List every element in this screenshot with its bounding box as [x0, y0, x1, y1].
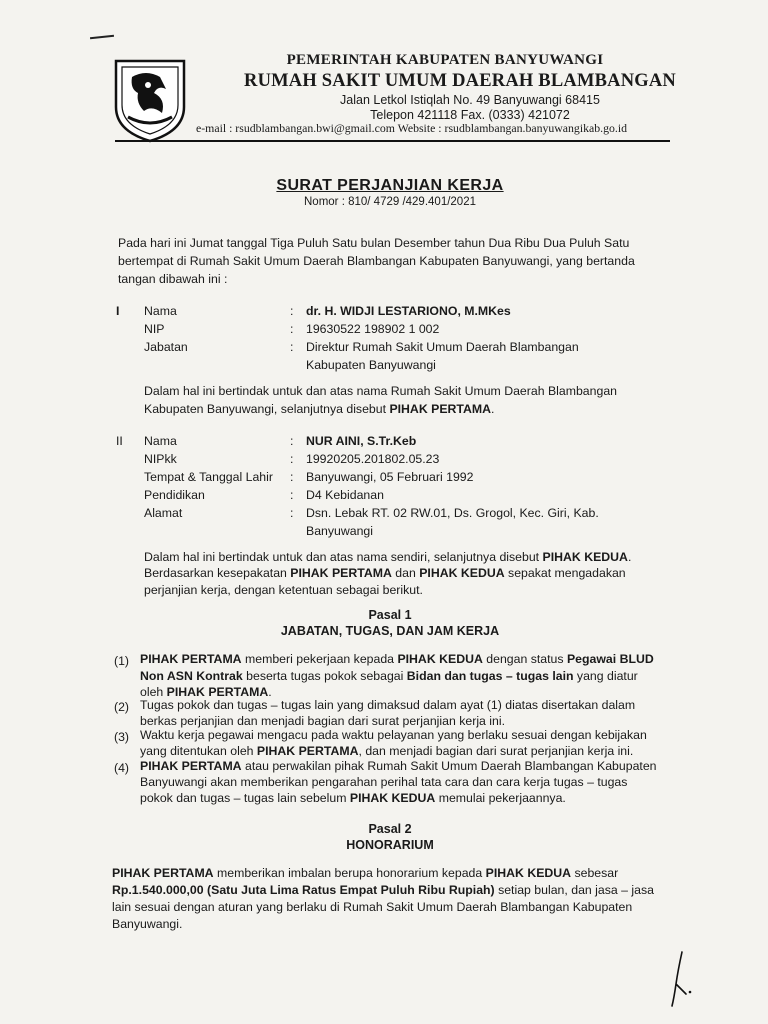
pasal-1-item-1-line-1: PIHAK PERTAMA memberi pekerjaan kepada PIHAK KEDUA dengan status Pegawai BLUD — [140, 652, 654, 666]
party-1-label-jabatan: Jabatan — [144, 340, 188, 354]
pasal-1-item-1-line-2: Non ASN Kontrak beserta tugas pokok sebagai Bidan dan tugas – tugas lain yang diatur — [140, 669, 638, 683]
party-2-label-ttl: Tempat & Tanggal Lahir — [144, 470, 273, 484]
pasal-1-item-4-line-1: PIHAK PERTAMA atau perwakilan pihak Rumah Sakit Umum Daerah Blambangan Kabupaten — [140, 759, 657, 773]
party-2-nipkk: 19920205.201802.05.23 — [306, 452, 440, 466]
item-number: (1) — [114, 654, 130, 668]
item-number: (3) — [114, 730, 130, 744]
colon: : — [290, 470, 294, 484]
pasal-1-item-4-line-2: Banyuwangi akan memberikan pengarahan perihal tata cara dan cara kerja tugas – tugas — [140, 775, 628, 789]
party-2-label-nama: Nama — [144, 434, 177, 448]
intro-line-3: tangan dibawah ini : — [118, 272, 228, 286]
intro-line-2: bertempat di Rumah Sakit Umum Daerah Blambangan Kabupaten Banyuwangi, yang bertanda — [118, 254, 635, 268]
hospital-phone: Telepon 421118 Fax. (0333) 421072 — [370, 108, 570, 122]
pasal-1-item-1-line-3: oleh PIHAK PERTAMA. — [140, 685, 272, 699]
colon: : — [290, 434, 294, 448]
initial-signature-icon — [660, 950, 700, 1010]
hospital-name: RUMAH SAKIT UMUM DAERAH BLAMBANGAN — [244, 71, 676, 91]
colon: : — [290, 452, 294, 466]
party-2-numeral: II — [116, 434, 123, 448]
colon: : — [290, 488, 294, 502]
document-number: Nomor : 810/ 4729 /429.401/2021 — [304, 196, 476, 208]
party-2-alamat: Dsn. Lebak RT. 02 RW.01, Ds. Grogol, Kec. Giri, Kab. — [306, 506, 599, 520]
item-number: (2) — [114, 700, 130, 714]
party-2-ttl: Banyuwangi, 05 Februari 1992 — [306, 470, 474, 484]
party-1-name: dr. H. WIDJI LESTARIONO, M.MKes — [306, 304, 511, 318]
government-name: PEMERINTAH KABUPATEN BANYUWANGI — [286, 52, 604, 68]
party-2-alamat-cont: Banyuwangi — [306, 524, 373, 538]
intro-line-1: Pada hari ini Jumat tanggal Tiga Puluh Satu bulan Desember tahun Dua Ribu Dua Puluh Satu — [118, 236, 630, 250]
pasal-1-item-2-line-2: berkas perjanjian dan menjadi bagian dari surat perjanjian kerja ini. — [140, 714, 506, 728]
colon: : — [290, 304, 294, 318]
party-2-name: NUR AINI, S.Tr.Keb — [306, 434, 417, 448]
party-2-note-2: Berdasarkan kesepakatan PIHAK PERTAMA dan PIHAK KEDUA sepakat mengadakan — [144, 566, 626, 580]
party-2-note-3: perjanjian kerja, dengan ketentuan sebagai berikut. — [144, 583, 423, 597]
document-title: SURAT PERJANJIAN KERJA — [276, 177, 504, 194]
pasal-1-item-3-line-1: Waktu kerja pegawai mengacu pada waktu pelayanan yang berlaku sesuai dengan kebijakan — [140, 728, 647, 742]
party-1-jabatan: Direktur Rumah Sakit Umum Daerah Blambangan — [306, 340, 579, 354]
pasal-2-line-2: Rp.1.540.000,00 (Satu Juta Lima Ratus Empat Puluh Ribu Rupiah) setiap bulan, dan jasa – jasa — [112, 883, 654, 897]
colon: : — [290, 340, 294, 354]
hospital-contact: e-mail : rsudblambangan.bwi@gmail.com Website : rsudblambangan.banyuwangikab.go.id — [196, 121, 628, 135]
party-2-note-1: Dalam hal ini bertindak untuk dan atas nama sendiri, selanjutnya disebut PIHAK KEDUA. — [144, 550, 632, 564]
hospital-address: Jalan Letkol Istiqlah No. 49 Banyuwangi 68415 — [340, 93, 600, 107]
item-number: (4) — [114, 761, 130, 775]
pasal-2-line-4: Banyuwangi. — [112, 917, 183, 931]
pasal-2-heading: Pasal 2 — [368, 822, 412, 836]
pasal-1-item-4-line-3: pokok dan tugas – tugas lain sebelum PIHAK KEDUA memulai pekerjaannya. — [140, 791, 566, 805]
party-2-pendidikan: D4 Kebidanan — [306, 488, 384, 502]
pasal-1-heading: Pasal 1 — [368, 608, 412, 622]
pasal-1-item-3-line-2: yang ditentukan oleh PIHAK PERTAMA, dan menjadi bagian dari surat perjanjian kerja ini. — [140, 744, 634, 758]
party-1-label-nama: Nama — [144, 304, 177, 318]
party-1-label-nip: NIP — [144, 322, 165, 336]
party-1-nip: 19630522 198902 1 002 — [306, 322, 440, 336]
pasal-2-line-3: lain sesuai dengan aturan yang berlaku di Rumah Sakit Umum Daerah Blambangan Kabupaten — [112, 900, 633, 914]
pasal-2-line-1: PIHAK PERTAMA memberikan imbalan berupa honorarium kepada PIHAK KEDUA sebesar — [112, 866, 619, 880]
party-1-jabatan-cont: Kabupaten Banyuwangi — [306, 358, 436, 372]
pasal-2-subheading: HONORARIUM — [346, 838, 434, 852]
party-2-label-nipkk: NIPkk — [144, 452, 177, 466]
pasal-1-subheading: JABATAN, TUGAS, DAN JAM KERJA — [280, 624, 500, 638]
pen-mark — [90, 35, 114, 39]
party-1-note-2: Kabupaten Banyuwangi, selanjutnya disebut PIHAK PERTAMA. — [144, 402, 495, 416]
colon: : — [290, 506, 294, 520]
party-2-label-pendidikan: Pendidikan — [144, 488, 205, 502]
party-1-note-1: Dalam hal ini bertindak untuk dan atas nama Rumah Sakit Umum Daerah Blambangan — [144, 384, 617, 398]
colon: : — [290, 322, 294, 336]
party-1-numeral: I — [116, 304, 120, 318]
header-divider — [115, 140, 670, 142]
party-2-label-alamat: Alamat — [144, 506, 183, 520]
pasal-1-item-2-line-1: Tugas pokok dan tugas – tugas lain yang dimaksud dalam ayat (1) diatas disertakan dalam — [140, 698, 636, 712]
